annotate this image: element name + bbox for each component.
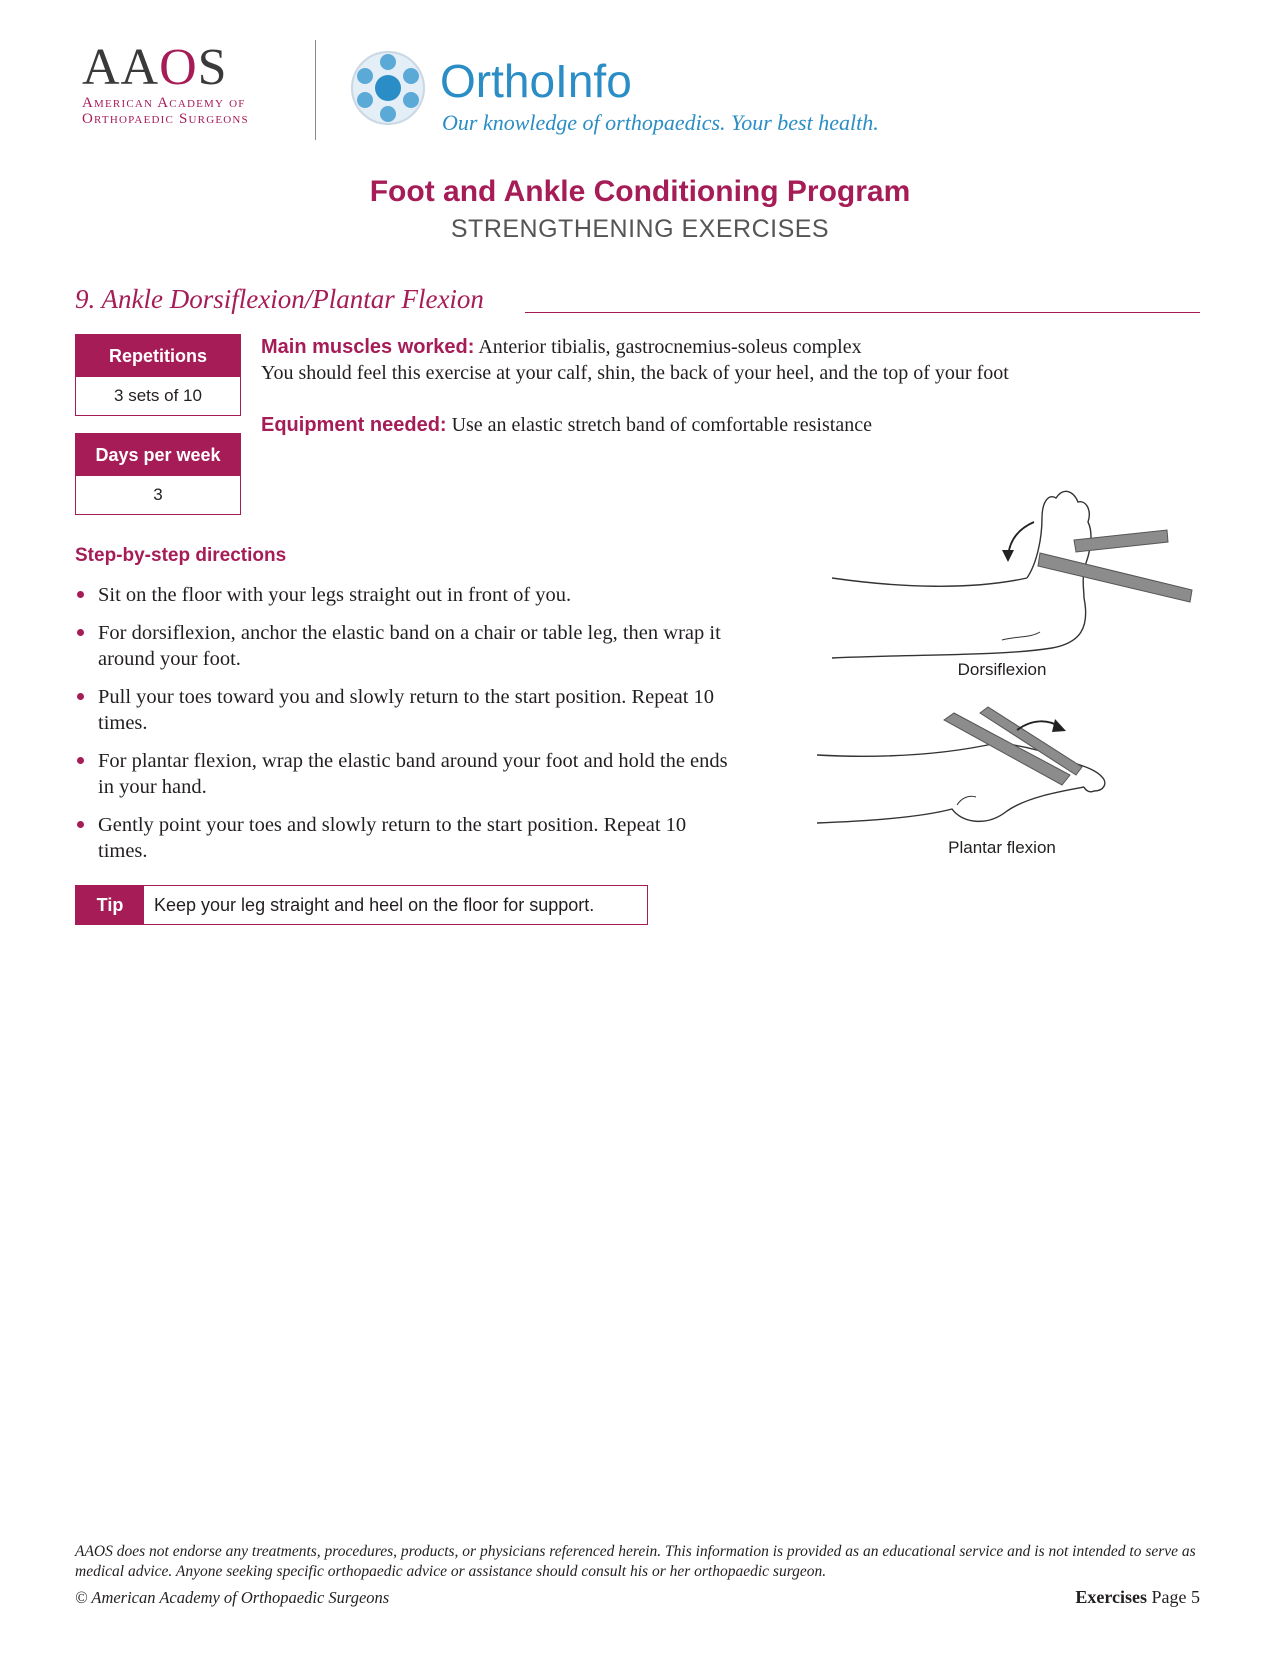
bullet-icon [77, 629, 84, 636]
step-item [75, 748, 735, 800]
aaos-name-line-2: Orthopaedic Surgeons [82, 111, 249, 127]
steps-heading: Step-by-step directions [75, 545, 287, 566]
feel-text: You should feel this exercise at your calf, shin, the back of your heel, and the top of your foot [261, 362, 1009, 384]
equipment-text: Use an elastic stretch band of comfortable resistance [451, 414, 872, 436]
equipment-label: Equipment needed: [261, 414, 447, 436]
days-per-week-label: Days per week [76, 434, 240, 476]
page-number [1075, 1587, 1200, 1608]
step-item [75, 620, 735, 672]
aaos-logo-wordmark: AAOS [82, 39, 228, 96]
header-divider [315, 40, 316, 140]
aaos-name-line-1: American Academy of [82, 95, 246, 111]
days-per-week-box [75, 433, 241, 515]
orthoinfo-title: OrthoInfo [440, 55, 632, 107]
repetitions-box [75, 334, 241, 416]
page-section: Exercises [1075, 1587, 1147, 1607]
step-text: For plantar flexion, wrap the elastic band around your foot and hold the ends in your hand. [98, 750, 728, 798]
muscles-text: Anterior tibialis, gastrocnemius-soleus complex [478, 336, 862, 358]
step-text: For dorsiflexion, anchor the elastic band on a chair or table leg, then wrap it around your foot. [98, 622, 721, 670]
tip-text: Keep your leg straight and heel on the floor for support. [154, 895, 595, 915]
dorsiflexion-illustration [812, 478, 1202, 688]
page-label: Page 5 [1151, 1587, 1200, 1607]
muscles-worked [261, 334, 1161, 386]
exercise-title-rule [525, 312, 1200, 313]
exercise-title: 9. Ankle Dorsiflexion/Plantar Flexion [75, 284, 484, 314]
bullet-icon [77, 693, 84, 700]
dorsiflexion-caption: Dorsiflexion [957, 660, 1047, 679]
disclaimer-text: AAOS does not endorse any treatments, procedures, products, or physicians referenced herein. This information is provided as an educational service and is not intended to serve as medical advice. Anyone seeking specific orthopaedic advice or assistance should consult his or her orthopaedic surgeon. [75, 1543, 1196, 1580]
step-text: Pull your toes toward you and slowly return to the start position. Repeat 10 times. [98, 686, 715, 734]
step-item [75, 582, 735, 608]
step-text: Gently point your toes and slowly return to the start position. Repeat 10 times. [98, 814, 687, 862]
orthoinfo-tagline: Our knowledge of orthopaedics. Your best health. [442, 110, 879, 135]
bullet-icon [77, 821, 84, 828]
equipment-needed [261, 412, 1161, 438]
tip-label: Tip [76, 886, 144, 924]
repetitions-label: Repetitions [76, 335, 240, 377]
step-item [75, 684, 735, 736]
document-title: Foot and Ankle Conditioning Program [369, 175, 911, 208]
steps-list [75, 582, 735, 876]
days-per-week-value: 3 [153, 485, 163, 504]
tip-box [75, 885, 648, 925]
bullet-icon [77, 757, 84, 764]
bullet-icon [77, 591, 84, 598]
orthoinfo-logo-icon [348, 48, 428, 128]
copyright-text: © American Academy of Orthopaedic Surgeons [75, 1588, 390, 1607]
muscles-label: Main muscles worked: [261, 336, 475, 358]
document-subtitle: STRENGTHENING EXERCISES [450, 215, 830, 243]
step-item [75, 812, 735, 864]
step-text: Sit on the floor with your legs straight out in front of you. [98, 584, 572, 606]
repetitions-value: 3 sets of 10 [114, 386, 202, 405]
plantar-flexion-caption: Plantar flexion [948, 838, 1056, 857]
